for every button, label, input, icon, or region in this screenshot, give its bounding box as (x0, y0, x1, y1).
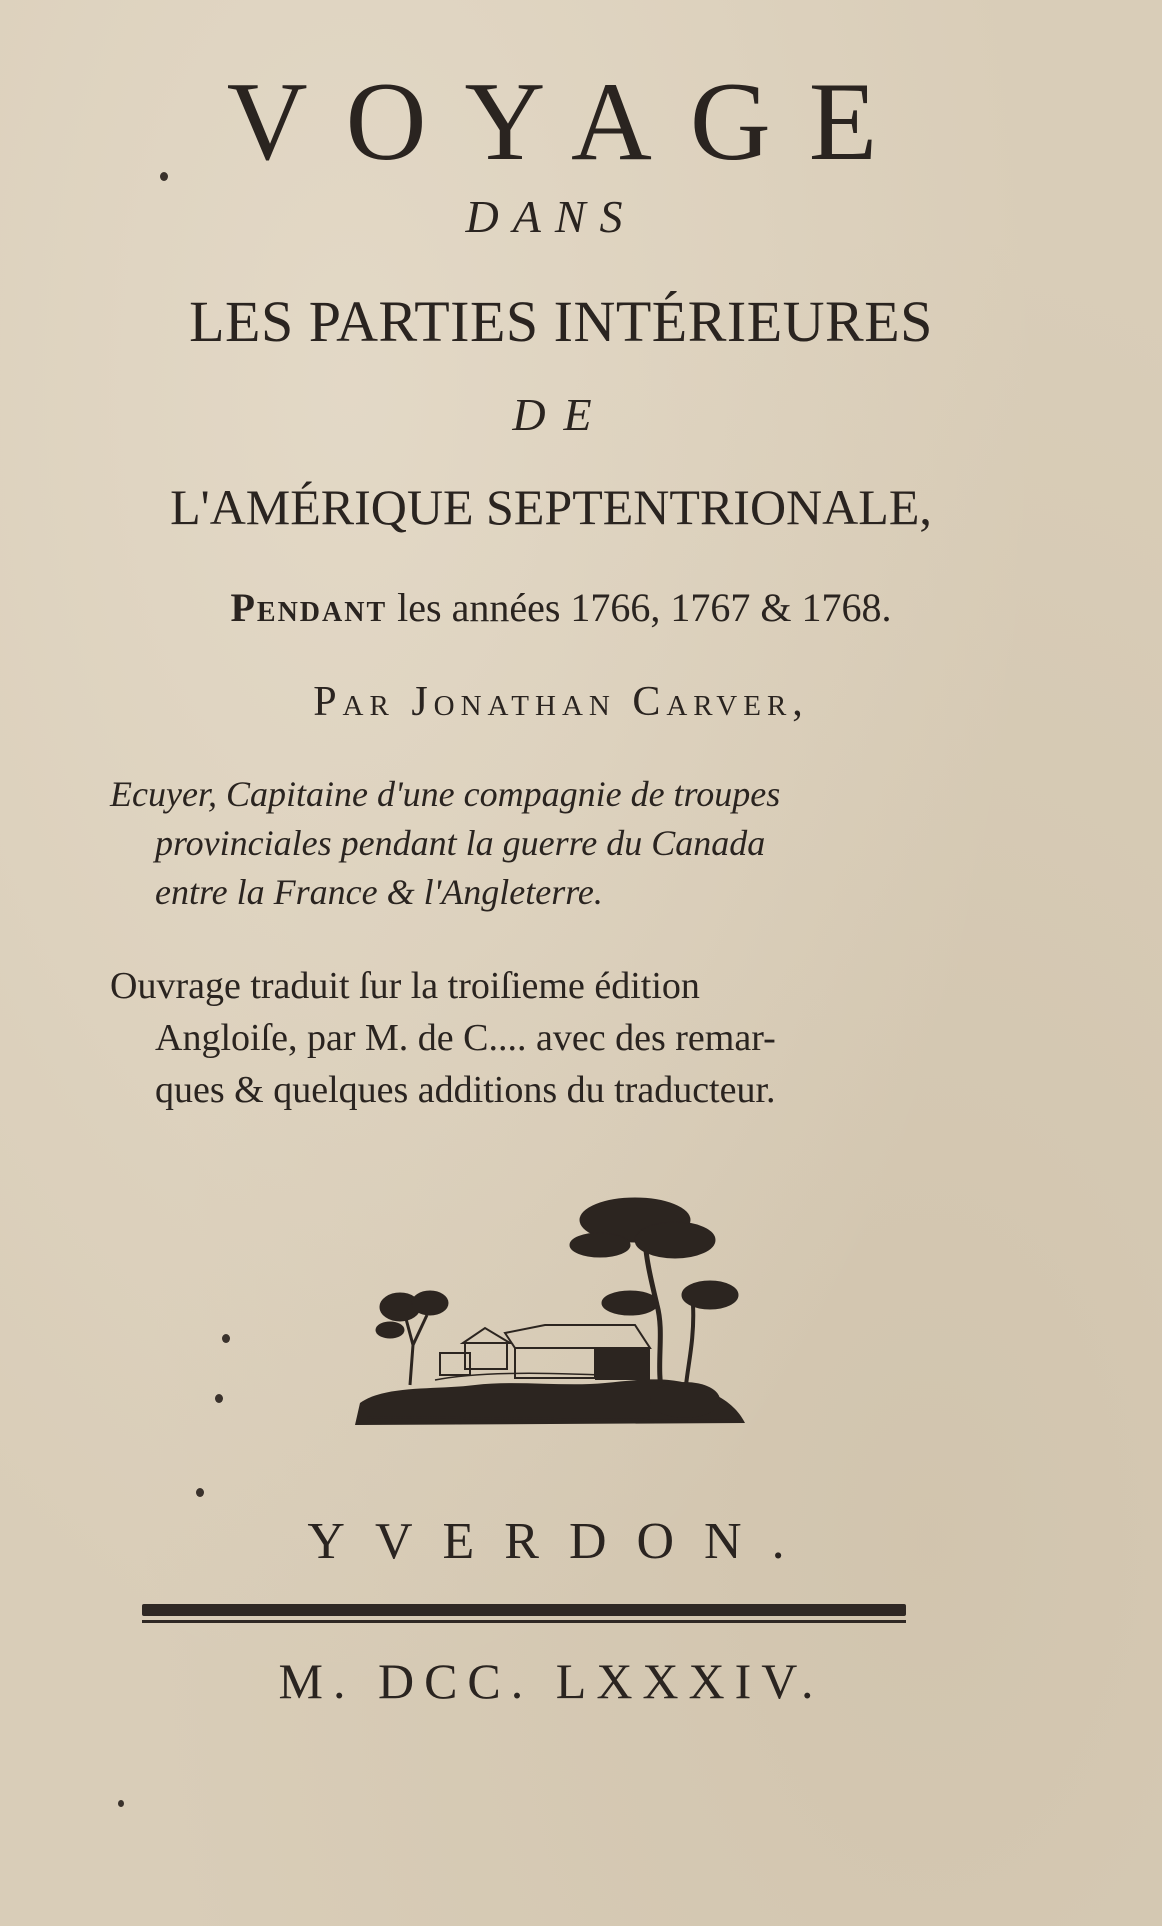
rule-thin (142, 1620, 906, 1623)
author-description-line: Ecuyer, Capitaine d'une compagnie de troupes (110, 774, 781, 814)
title-line-amerique: L'AMÉRIQUE SEPTENTRIONALE, (170, 479, 932, 535)
translation-note-line: Angloiſe, par M. de C.... avec des remar- (155, 1017, 776, 1059)
translation-note-line: Ouvrage traduit ſur la troiſieme édition (110, 965, 700, 1007)
pendant-word: Pendant (230, 585, 388, 630)
rule-thick (142, 1604, 906, 1616)
title-line-parties: LES PARTIES INTÉRIEURES (189, 289, 933, 354)
foxing-spot (222, 1334, 230, 1343)
title-line-dans: DANS (465, 191, 637, 242)
woodcut-vignette-icon (345, 1185, 755, 1445)
book-title: VOYAGE (226, 60, 916, 184)
foxing-spot (196, 1488, 204, 1497)
foxing-spot (118, 1800, 124, 1807)
imprint-date: M. DCC. LXXXIV. (278, 1653, 824, 1709)
title-line-de: DE (512, 389, 610, 440)
translation-note-line: ques & quelques additions du traducteur. (155, 1069, 776, 1111)
author-description-line: provinciales pendant la guerre du Canada (155, 823, 766, 863)
translation-note (110, 960, 776, 1116)
author-description-line: entre la France & l'Angleterre. (155, 872, 603, 912)
author-line: Par Jonathan Carver, (313, 679, 809, 725)
years-line (0, 584, 1142, 631)
foxing-spot (215, 1394, 223, 1403)
years-text: les années 1766, 1767 & 1768. (387, 585, 892, 630)
author-description (110, 770, 780, 917)
double-rule-divider (142, 1604, 906, 1623)
imprint-place: YVERDON. (307, 1513, 815, 1570)
